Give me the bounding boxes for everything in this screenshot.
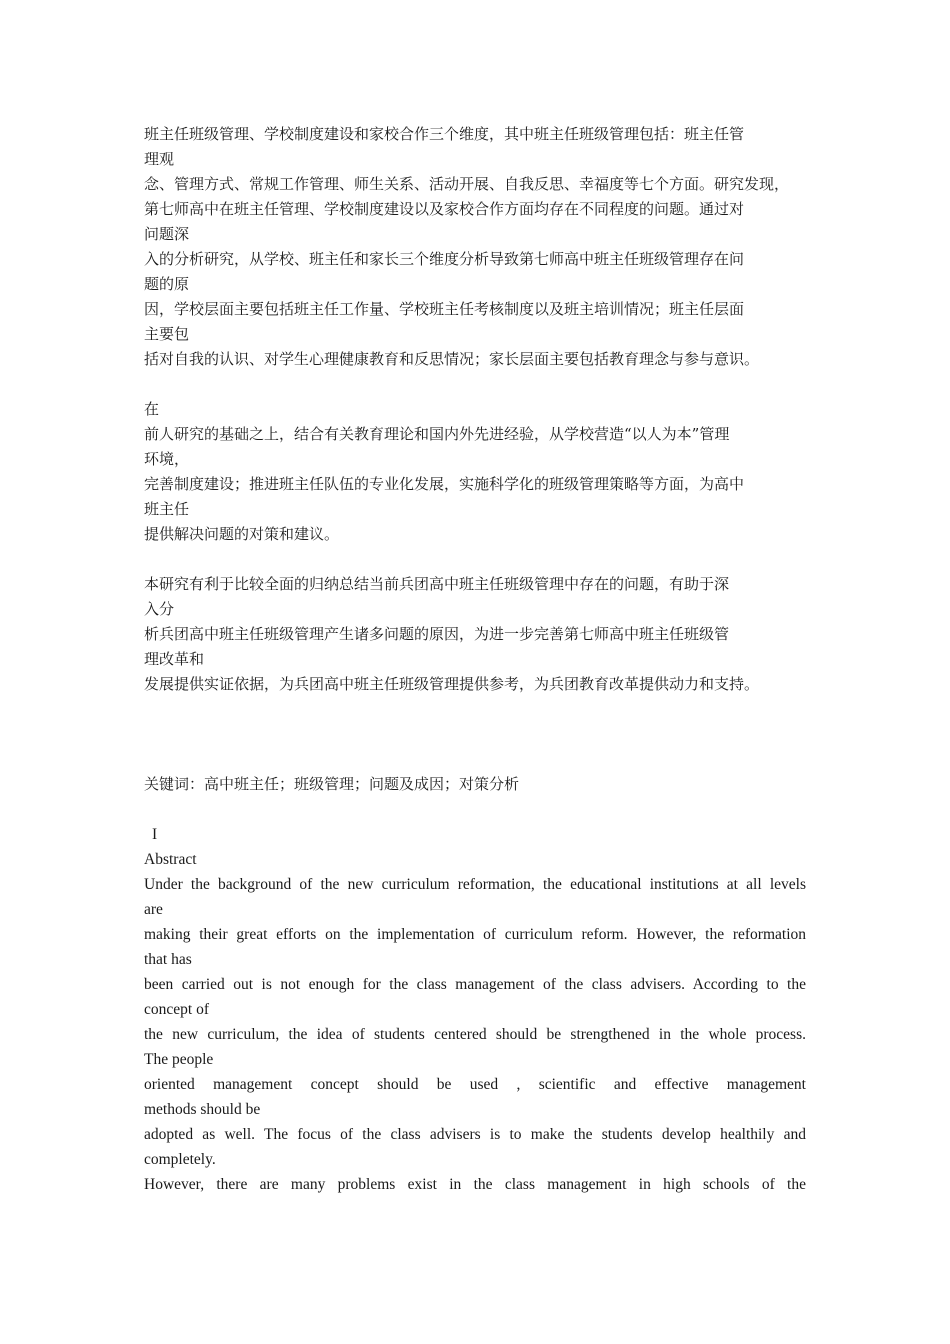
- text-line: 理改革和: [144, 650, 205, 668]
- paragraph-spacer: [144, 547, 806, 572]
- document-page: [144, 122, 806, 1197]
- text-line: 前人研究的基础之上，结合有关教育理论和国内外先进经验，从学校营造“以人为本”管理: [144, 425, 730, 443]
- text-line: are: [144, 901, 163, 918]
- chinese-abstract-paragraph-2: [144, 397, 806, 547]
- text-line: completely.: [144, 1151, 216, 1168]
- text-line: 发展提供实证依据，为兵团高中班主任班级管理提供参考，为兵团教育改革提供动力和支持。: [144, 675, 760, 693]
- text-line: 本研究有利于比较全面的归纳总结当前兵团高中班主任班级管理中存在的问题，有助于深: [144, 575, 730, 593]
- paragraph-spacer: [144, 372, 806, 397]
- text-line: making their great efforts on the implementation of curriculum reform. However, the reformation: [144, 926, 806, 943]
- text-line: 环境，: [144, 450, 190, 468]
- text-line: the new curriculum, the idea of students centered should be strengthened in the whole process.: [144, 1026, 806, 1043]
- text-line: 理观: [144, 150, 175, 168]
- text-line: 题的原: [144, 275, 190, 293]
- text-line: 班主任: [144, 500, 190, 518]
- text-line: 念、管理方式、常规工作管理、师生关系、活动开展、自我反思、幸福度等七个方面。研究发现，: [144, 175, 790, 193]
- text-line: Under the background of the new curriculum reformation, the educational institutions at all levels: [144, 876, 806, 893]
- english-abstract-body: [144, 872, 806, 1197]
- text-line: that has: [144, 951, 192, 968]
- text-line: 班主任班级管理、学校制度建设和家校合作三个维度，其中班主任班级管理包括：班主任管: [144, 125, 745, 143]
- page-number: I: [152, 826, 158, 843]
- text-line: 提供解决问题的对策和建议。: [144, 525, 340, 543]
- text-line: 析兵团高中班主任班级管理产生诸多问题的原因，为进一步完善第七师高中班主任班级管: [144, 625, 730, 643]
- chinese-abstract-paragraph-1: [144, 122, 806, 372]
- text-line: 主要包: [144, 325, 190, 343]
- text-line: 因，学校层面主要包括班主任工作量、学校班主任考核制度以及班主培训情况；班主任层面: [144, 300, 745, 318]
- text-line: been carried out is not enough for the class management of the class advisers. According to the: [144, 976, 806, 993]
- text-line: 完善制度建设；推进班主任队伍的专业化发展，实施科学化的班级管理策略等方面，为高中: [144, 475, 745, 493]
- text-line: 入分: [144, 600, 175, 618]
- text-line: However, there are many problems exist in the class management in high schools of the: [144, 1176, 806, 1193]
- section-spacer: [144, 697, 806, 772]
- text-line: oriented management concept should be used , scientific and effective management: [144, 1076, 806, 1093]
- text-line: 第七师高中在班主任管理、学校制度建设以及家校合作方面均存在不同程度的问题。通过对: [144, 200, 745, 218]
- text-line: 括对自我的认识、对学生心理健康教育和反思情况；家长层面主要包括教育理念与参与意识。: [144, 350, 760, 368]
- text-line: methods should be: [144, 1101, 261, 1118]
- text-line: 在: [144, 400, 160, 418]
- chinese-abstract-paragraph-3: [144, 572, 806, 697]
- section-spacer: [144, 797, 806, 822]
- text-line: adopted as well. The focus of the class advisers is to make the students develop healthily and: [144, 1126, 806, 1143]
- text-line: 入的分析研究，从学校、班主任和家长三个维度分析导致第七师高中班主任班级管理存在问: [144, 250, 745, 268]
- keywords-line: 关键词：高中班主任；班级管理；问题及成因；对策分析: [144, 775, 520, 793]
- abstract-heading: Abstract: [144, 851, 197, 868]
- text-line: concept of: [144, 1001, 209, 1018]
- text-line: 问题深: [144, 225, 190, 243]
- text-line: The people: [144, 1051, 214, 1068]
